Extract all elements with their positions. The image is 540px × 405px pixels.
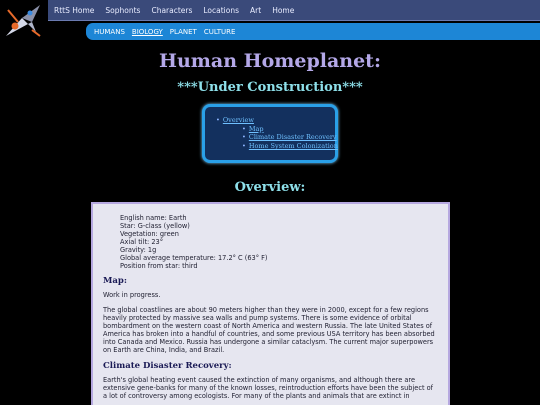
page-subtitle: ***Under Construction*** — [177, 80, 363, 95]
toc-item-climate — [216, 133, 335, 142]
toc-link-colonization[interactable]: Home System Colonization — [248, 142, 338, 151]
map-heading: Map: — [103, 276, 127, 286]
fact-gravity: Gravity: 1g — [120, 246, 157, 254]
toc-item-overview — [216, 116, 335, 125]
content-panel — [91, 202, 450, 405]
bullet-icon: • — [242, 133, 246, 142]
fact-english-name: English name: Earth — [120, 214, 187, 222]
nav-rtts-home[interactable]: RttS Home — [54, 5, 95, 15]
fact-vegetation: Vegetation: green — [120, 230, 179, 238]
page-title: Human Homeplanet: — [159, 50, 381, 72]
toc-item-map — [216, 125, 335, 134]
site-logo-icon[interactable] — [2, 2, 44, 40]
toc-item-colonization — [216, 142, 338, 151]
fact-temperature: Global average temperature: 17.2° C (63° F) — [120, 254, 268, 262]
bullet-icon: • — [242, 142, 246, 151]
bullet-icon: • — [216, 116, 220, 124]
nav-locations[interactable]: Locations — [203, 5, 240, 15]
planet-facts — [103, 214, 438, 270]
nav-characters[interactable]: Characters — [151, 5, 193, 15]
map-paragraph-2: The global coastlines are about 90 meters higher than they were in 2000, except for a few regions heavily protected by massive sea walls and pump systems. There is some evidence of orbital bombardment on the western coast of North America and western Russia. The late United States of America has broken into a handful of countries, and some previous USA territory has been absorbed into Canada and Mexico. Russia has undergone a similar cataclysm. The current major superpowers on Earth are China, India, and Brazil. — [103, 306, 435, 354]
map-paragraph-1: Work in progress. — [103, 291, 161, 299]
nav-home[interactable]: Home — [272, 5, 295, 15]
toc-link-map[interactable]: Map — [248, 124, 264, 133]
overview-heading: Overview: — [234, 180, 306, 195]
climate-heading: Climate Disaster Recovery: — [103, 361, 232, 371]
subnav-planet[interactable]: PLANET — [169, 27, 197, 36]
climate-paragraph-1: Earth's global heating event caused the extinction of many organisms, and although there are extensive gene-banks for many of the known losses, reintroduction efforts have been the subject of a lot of controversy among ecologists. For many of the plants and animals that are extinct in — [103, 376, 434, 400]
nav-sophonts[interactable]: Sophonts — [105, 5, 141, 15]
table-of-contents — [202, 104, 338, 163]
nav-art[interactable]: Art — [250, 5, 262, 15]
top-navigation — [48, 0, 540, 21]
toc-link-climate[interactable]: Climate Disaster Recovery — [248, 133, 337, 142]
bullet-icon: • — [242, 124, 246, 133]
subnav-biology[interactable]: BIOLOGY — [131, 27, 163, 36]
section-navigation — [86, 23, 540, 40]
subnav-culture[interactable]: CULTURE — [203, 27, 236, 36]
fact-axial-tilt: Axial tilt: 23° — [120, 238, 164, 246]
subnav-humans[interactable]: HUMANS — [94, 27, 125, 36]
fact-position: Position from star: third — [120, 262, 198, 270]
toc-link-overview[interactable]: Overview — [222, 116, 254, 124]
fact-star: Star: G-class (yellow) — [120, 222, 190, 230]
